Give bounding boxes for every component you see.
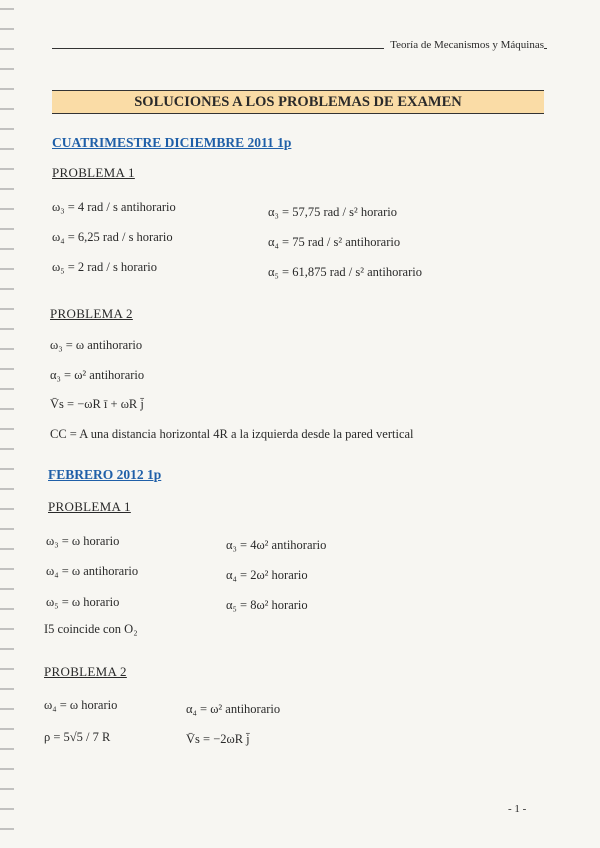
omega5-result: ω₅ = 2 rad / s horario: [52, 260, 158, 274]
problem-1-label: PROBLEMA 1: [52, 165, 135, 180]
rho-result: ρ = 5√5 / 7 R: [44, 730, 111, 744]
section-heading-feb-2012: FEBRERO 2012 1p: [48, 467, 162, 482]
section-heading-dic-2011: CUATRIMESTRE DICIEMBRE 2011 1p: [52, 135, 292, 150]
alpha3-result-feb: α₃ = 4ω² antihorario: [226, 538, 327, 552]
alpha3-result-p2: α₃ = ω² antihorario: [50, 368, 145, 382]
alpha4-result-feb-p2: α₄ = ω² antihorario: [186, 702, 281, 716]
omega3-result-feb: ω₃ = ω horario: [46, 534, 120, 548]
i5-note: I5 coincide con O₂: [44, 622, 138, 636]
alpha5-result: α₅ = 61,875 rad / s² antihorario: [268, 265, 422, 279]
omega4-result-feb: ω₄ = ω antihorario: [46, 564, 139, 578]
page-number: - 1 -: [508, 803, 527, 815]
page-title: SOLUCIONES A LOS PROBLEMAS DE EXAMEN: [52, 90, 544, 114]
omega4-result-feb: ω₄ = ω horario: [44, 698, 118, 712]
omega3-result-p2: ω₃ = ω antihorario: [50, 338, 143, 352]
velocity-s-result: V̄s = −ωR ī + ωR j̄: [50, 397, 144, 411]
cc-note: CC = A una distancia horizontal 4R a la izquierda desde la pared vertical: [50, 427, 414, 441]
omega3-result: ω₃ = 4 rad / s antihorario: [52, 200, 176, 214]
problem-2-label-feb: PROBLEMA 2: [44, 664, 127, 679]
binding-holes: [0, 0, 14, 848]
alpha5-result-feb: α₅ = 8ω² horario: [226, 598, 308, 612]
problem-1-label-feb: PROBLEMA 1: [48, 499, 131, 514]
omega5-result-feb: ω₅ = ω horario: [46, 595, 120, 609]
problem-2-label: PROBLEMA 2: [50, 306, 133, 321]
velocity-s-result-feb: V̄s = −2ωR j̄: [186, 732, 250, 746]
running-header: Teoría de Mecanismos y Máquinas: [384, 39, 544, 51]
alpha4-result: α₄ = 75 rad / s² antihorario: [268, 235, 401, 249]
omega4-result: ω₄ = 6,25 rad / s horario: [52, 230, 173, 244]
alpha4-result-feb: α₄ = 2ω² horario: [226, 568, 308, 582]
alpha3-result: α₃ = 57,75 rad / s² horario: [268, 205, 397, 219]
